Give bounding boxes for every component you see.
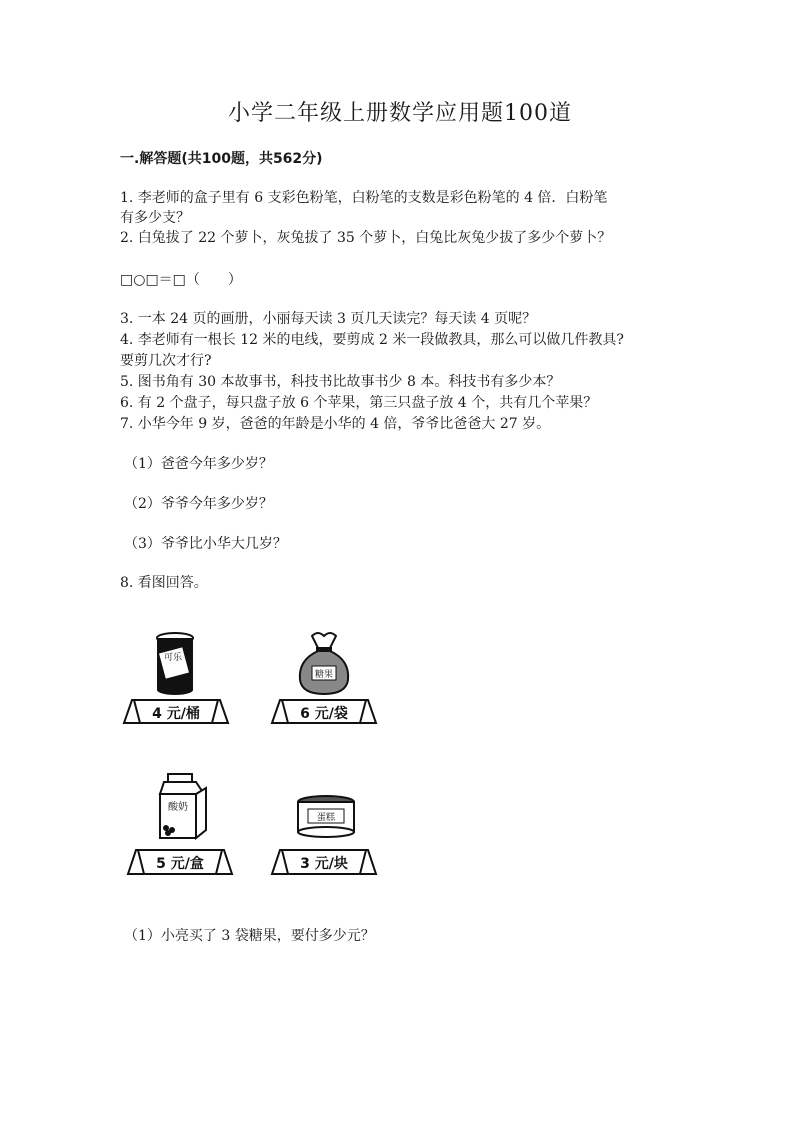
cake-label: 蛋糕 <box>316 813 336 823</box>
question-4-line-1: 4. 李老师有一根长 12 米的电线，要剪成 2 米一段做教具，那么可以做几件教具? <box>120 332 624 348</box>
question-3: 3. 一本 24 页的画册，小丽每天读 3 页几天读完？每天读 4 页呢？ <box>120 311 537 327</box>
cola-can-icon <box>120 628 240 728</box>
answer-template: □○□＝□（ ） <box>120 272 242 288</box>
question-7-part-3: （3）爷爷比小华大几岁？ <box>124 536 287 552</box>
cola-price: 4 元/桶 <box>152 706 200 722</box>
question-7-part-1: （1）爸爸今年多少岁？ <box>124 456 273 472</box>
candy-price: 6 元/袋 <box>300 706 348 722</box>
question-8-part-1: （1）小亮买了 3 袋糖果，要付多少元？ <box>124 928 375 944</box>
yogurt-label: 酸奶 <box>168 802 188 813</box>
candy-item <box>268 628 388 728</box>
candy-bag-icon <box>268 628 388 728</box>
question-7: 7. 小华今年 9 岁，爸爸的年龄是小华的 4 倍，爷爷比爸爸大 27 岁。 <box>120 416 551 432</box>
question-4-line-2: 要剪几次才行? <box>120 353 212 369</box>
cola-item <box>120 628 240 728</box>
yogurt-item <box>124 772 244 878</box>
question-8: 8. 看图回答。 <box>120 575 208 591</box>
section-heading: 一.解答题(共100题，共562分) <box>120 151 323 167</box>
cake-price: 3 元/块 <box>300 856 348 872</box>
question-6: 6. 有 2 个盘子，每只盘子放 6 个苹果，第三只盘子放 4 个，共有几个苹果？ <box>120 395 598 411</box>
yogurt-price: 5 元/盒 <box>156 856 204 872</box>
question-2: 2. 白兔拔了 22 个萝卜，灰兔拔了 35 个萝卜，白兔比灰兔少拔了多少个萝卜？ <box>120 230 612 246</box>
question-1-line-2: 有多少支？ <box>120 210 190 226</box>
question-7-part-2: （2）爷爷今年多少岁？ <box>124 496 273 512</box>
candy-label: 糖果 <box>314 670 334 680</box>
question-5: 5. 图书角有 30 本故事书，科技书比故事书少 8 本。科技书有多少本？ <box>120 374 561 390</box>
question-1-line-1: 1. 李老师的盒子里有 6 支彩色粉笔，白粉笔的支数是彩色粉笔的 4 倍．白粉笔 <box>120 190 608 206</box>
cake-item <box>268 772 388 878</box>
cola-label: 可乐 <box>164 653 183 663</box>
cake-icon <box>268 772 388 878</box>
page-title: 小学二年级上册数学应用题100道 <box>228 101 572 126</box>
yogurt-carton-icon <box>124 772 244 878</box>
